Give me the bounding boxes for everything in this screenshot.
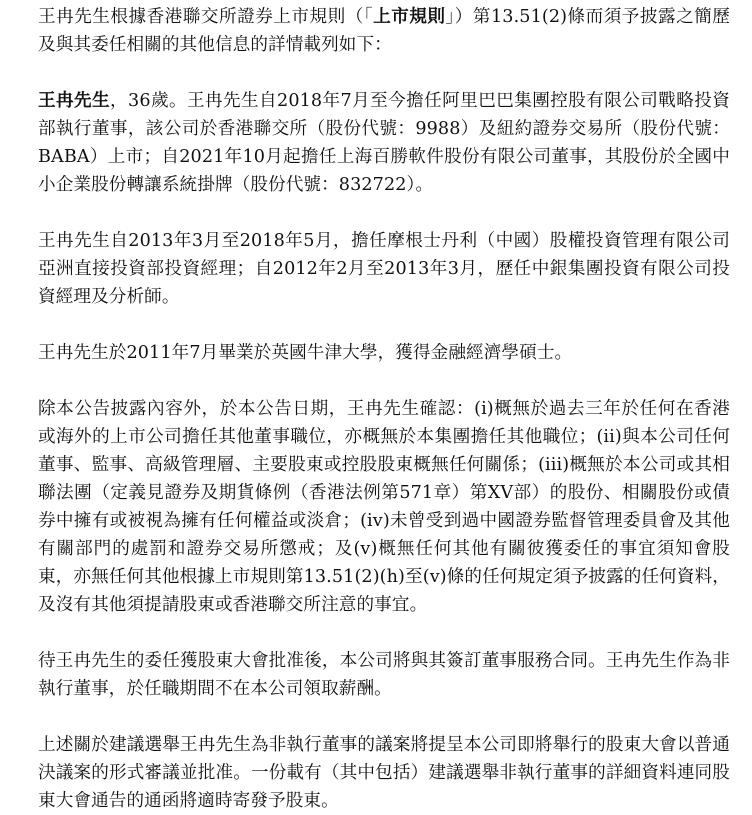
service-contract-paragraph: 待王冉先生的委任獲股東大會批准後，本公司將與其簽訂董事服務合同。王冉先生作為非執行董事，於任職期間不在本公司領取薪酬。 — [38, 651, 730, 699]
intro-paragraph — [38, 3, 730, 59]
intro-text-pre: 王冉先生根據香港聯交所證券上市規則（「 — [38, 7, 374, 27]
career-paragraph: 王冉先生自2013年3月至2018年5月，擔任摩根士丹利（中國）股權投資管理有限公司亞洲直接投資部投資經理；自2012年2月至2013年3月，歷任中銀集團投資有限公司投資經理及分析師。 — [38, 231, 730, 307]
profile-paragraph — [38, 87, 730, 199]
circular-paragraph: 上述關於建議選舉王冉先生為非執行董事的議案將提呈本公司即將舉行的股東大會以普通決議案的形式審議並批准。一份載有（其中包括）建議選舉非執行董事的詳細資料連同股東大會通告的通函將適時寄發予股東。 — [38, 735, 730, 811]
intro-text-post: 」）第13.51(2)條而須予披露之簡歷及與其委任相關的其他信息的詳情載列如下： — [38, 7, 730, 55]
profile-text: ，36歲。王冉先生自2018年7月至今擔任阿里巴巴集團控股有限公司戰略投資部執行董事，該公司於香港聯交所（股份代號：9988）及紐約證券交易所（股份代號：BABA）上市；自2021年10月起擔任上海百勝軟件股份有限公司董事，其股份於全國中小企業股份轉讓系統掛牌（股份代號：832722）。 — [38, 91, 731, 195]
director-name: 王冉先生 — [38, 90, 111, 111]
defined-term-listing-rules: 上市規則 — [373, 6, 446, 27]
confirmation-paragraph: 除本公告披露內容外，於本公告日期，王冉先生確認：(i)概無於過去三年於任何在香港或海外的上市公司擔任其他董事職位，亦概無於本集團擔任其他職位；(ii)與本公司任何董事、監事、高級管理層、主要股東或控股股東概無任何關係；(iii)概無於本公司或其相聯法團（定義見證券及期貨條例（香港法例第571章）第XV部）的股份、相關股份或債券中擁有或被視為擁有任何權益或淡倉；(iv)未曾受到過中國證券監督管理委員會及其他有關部門的處罰和證券交易所懲戒；及(v)概無任何其他有關彼獲委任的事宜須知會股東，亦無任何其他根據上市規則第13.51(2)(h)至(v)條的任何規定須予披露的任何資料，及沒有其他須提請股東或香港聯交所注意的事宜。 — [38, 399, 730, 615]
education-paragraph: 王冉先生於2011年7月畢業於英國牛津大學，獲得金融經濟學碩士。 — [38, 343, 573, 363]
